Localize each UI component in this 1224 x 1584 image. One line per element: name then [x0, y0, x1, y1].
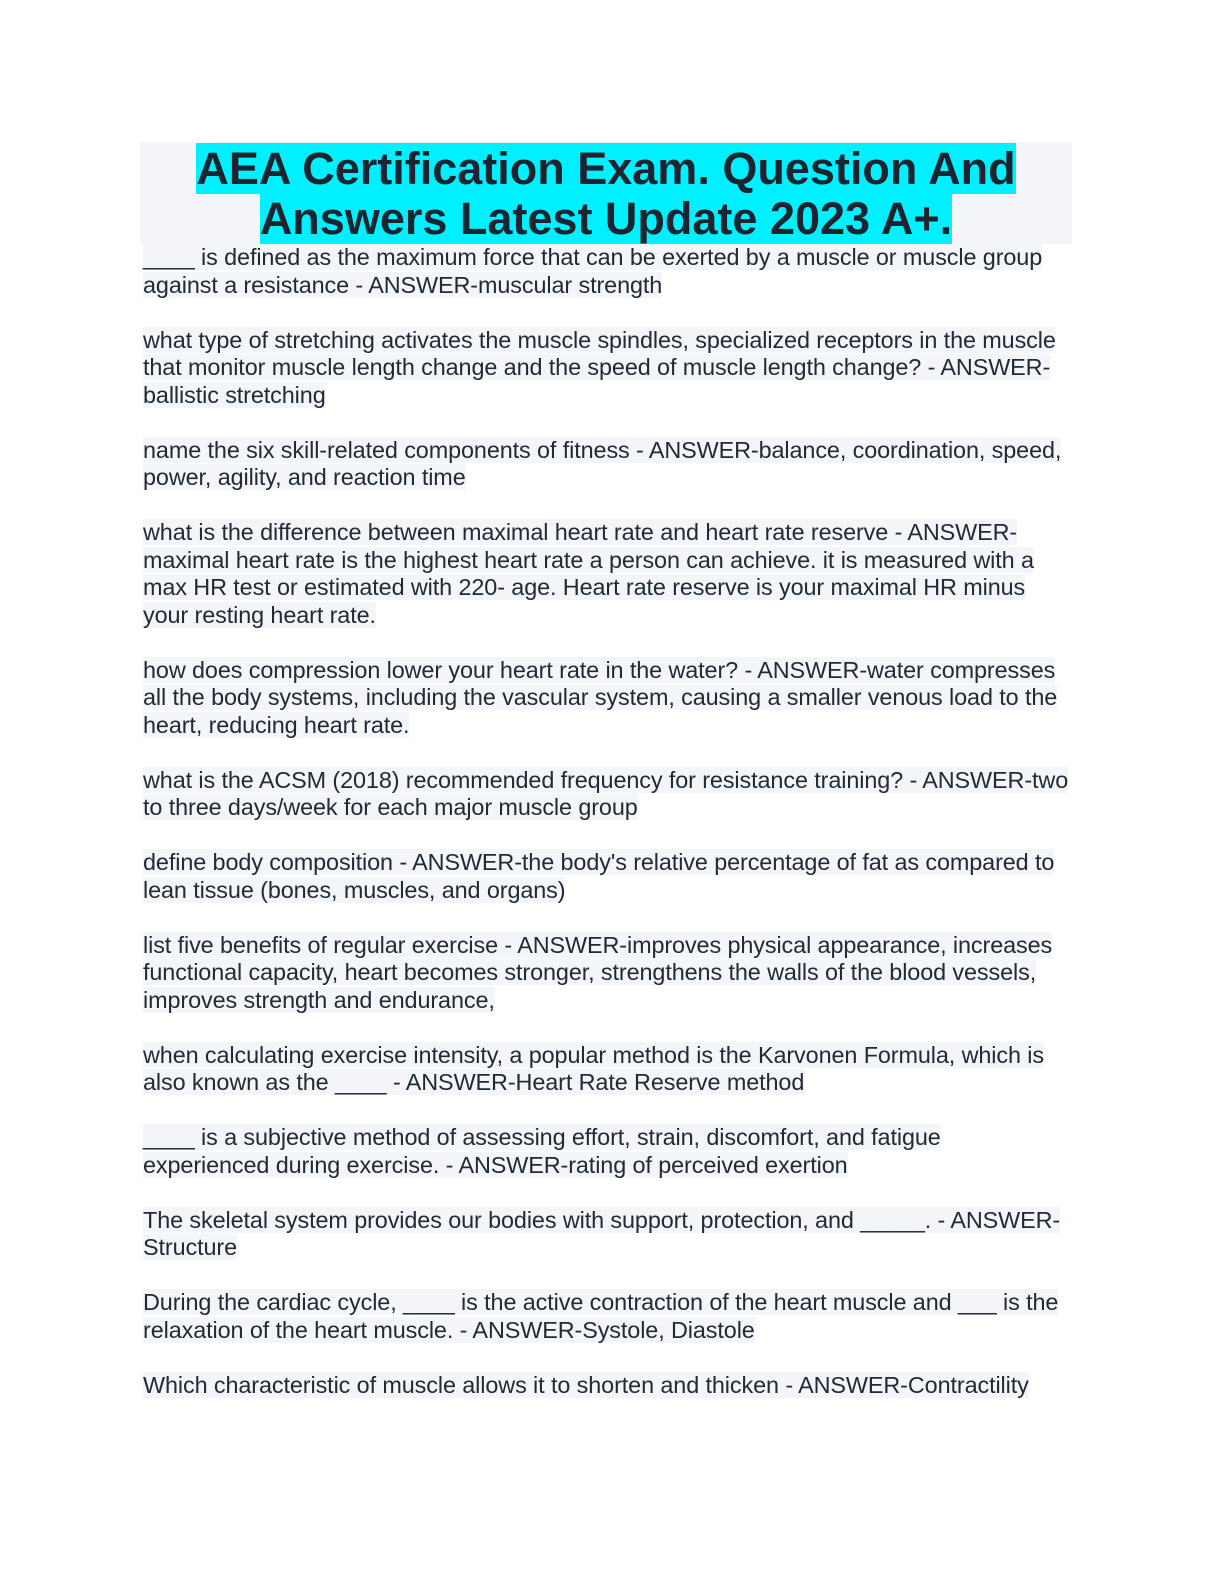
qa-item: The skeletal system provides our bodies with support, protection, and _____. - ANSWER-Structure — [143, 1206, 1061, 1260]
qa-item: list five benefits of regular exercise - ANSWER-improves physical appearance, increases functional capacity, heart becomes stronger, strengthens the walls of the blood vessels, improves strength and endurance, — [143, 931, 1053, 1013]
qa-item: how does compression lower your heart rate in the water? - ANSWER-water compresses all the body systems, including the vascular system, causing a smaller venous load to the heart, reducing heart rate. — [143, 656, 1058, 738]
qa-item: Which characteristic of muscle allows it to shorten and thicken - ANSWER-Contractility — [143, 1371, 1029, 1398]
qa-item: ____ is a subjective method of assessing effort, strain, discomfort, and fatigue experienced during exercise. - ANSWER-rating of perceived exertion — [143, 1124, 941, 1178]
qa-item: name the six skill-related components of fitness - ANSWER-balance, coordination, speed, power, agility, and reaction time — [143, 436, 1062, 490]
document-page — [140, 142, 1072, 1427]
qa-list — [140, 244, 1072, 1399]
qa-item: what is the difference between maximal heart rate and heart rate reserve - ANSWER-maximal heart rate is the highest heart rate a person can achieve. it is measured with a max HR test or estimated with 220- age. Heart rate reserve is your maximal HR minus your resting heart rate. — [143, 519, 1034, 628]
qa-item: what is the ACSM (2018) recommended frequency for resistance training? - ANSWER-two to three days/week for each major muscle group — [143, 766, 1069, 820]
qa-item: what type of stretching activates the muscle spindles, specialized receptors in the muscle that monitor muscle length change and the speed of muscle length change? - ANSWER-ballistic stretching — [143, 326, 1056, 408]
qa-item: define body composition - ANSWER-the body's relative percentage of fat as compared to lean tissue (bones, muscles, and organs) — [143, 849, 1055, 903]
page-title: AEA Certification Exam. Question And Answers Latest Update 2023 A+. — [196, 143, 1016, 244]
title-block — [140, 142, 1072, 244]
qa-item: During the cardiac cycle, ____ is the active contraction of the heart muscle and ___ is the relaxation of the heart muscle. - ANSWER-Systole, Diastole — [143, 1289, 1059, 1343]
qa-item: when calculating exercise intensity, a popular method is the Karvonen Formula, which is also known as the ____ - ANSWER-Heart Rate Reserve method — [143, 1041, 1044, 1095]
qa-item: ____ is defined as the maximum force that can be exerted by a muscle or muscle group against a resistance - ANSWER-muscular strength — [143, 244, 1043, 298]
